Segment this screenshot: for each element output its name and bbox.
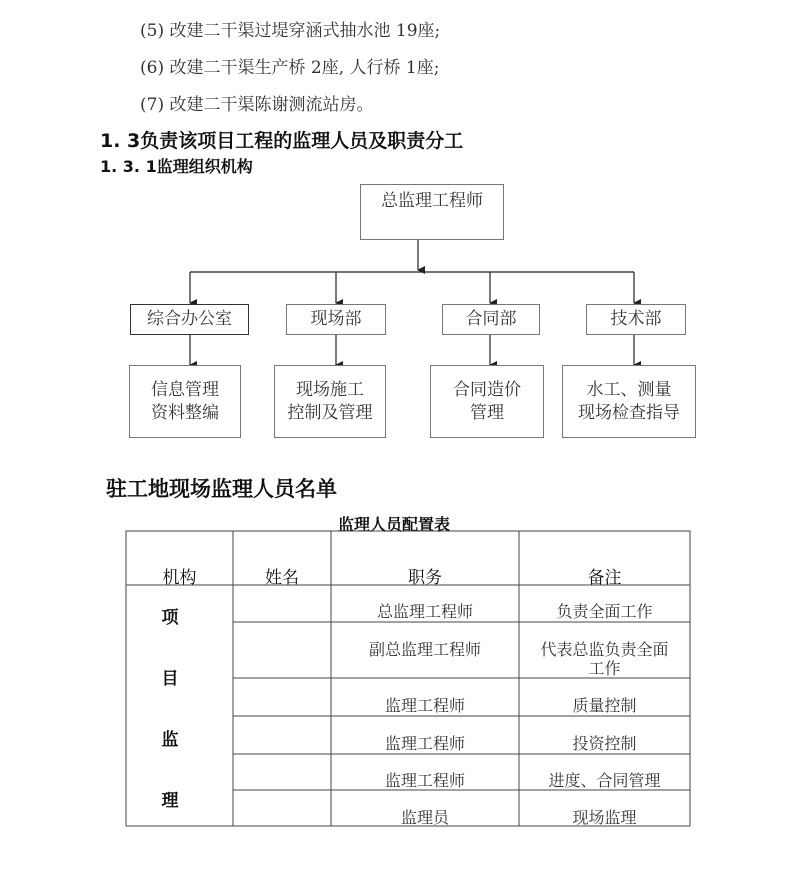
- table-cell-remarks: 代表总监负责全面: [540, 640, 669, 659]
- table-org-char: 目: [161, 669, 179, 689]
- table-title: 监理人员配置表: [338, 515, 451, 534]
- org-root-label: 总监理工程师: [381, 191, 483, 211]
- table-cell-position: 监理工程师: [384, 696, 465, 715]
- list-item-7: (7) 改建二干渠陈谢测流站房。: [140, 95, 374, 115]
- table-cell-remarks: 负责全面工作: [556, 602, 653, 621]
- table-cell-remarks: 质量控制: [572, 696, 637, 715]
- org-duty-line: 合同造价: [453, 379, 521, 400]
- org-dept-label: 现场部: [310, 309, 362, 329]
- table-org-char: 监: [161, 730, 179, 750]
- org-duty-line: 现场施工: [296, 379, 364, 400]
- table-header-name: 姓名: [265, 568, 299, 588]
- table-header-org: 机构: [162, 568, 197, 588]
- org-duty-line: 资料整编: [151, 402, 219, 423]
- table-org-char: 项: [161, 608, 179, 628]
- org-duty-line: 信息管理: [151, 379, 219, 400]
- section-1-3-1-title: 1. 3. 1监理组织机构: [100, 157, 253, 176]
- list-item-6: (6) 改建二干渠生产桥 2座, 人行桥 1座;: [140, 58, 440, 78]
- org-duty-line: 管理: [470, 402, 504, 423]
- table-cell-position: 副总监理工程师: [368, 640, 481, 659]
- table-cell-remarks: 现场监理: [572, 808, 637, 827]
- table-org-char: 理: [161, 791, 179, 811]
- table-cell-position: 监理员: [400, 808, 449, 827]
- org-duty-line: 控制及管理: [287, 402, 373, 423]
- org-dept-label: 合同部: [465, 309, 517, 329]
- table-cell-position: 总监理工程师: [376, 602, 473, 621]
- org-dept-label: 综合办公室: [147, 309, 232, 329]
- table-cell-remarks: 进度、合同管理: [548, 771, 661, 790]
- table-cell-remarks-line2: 工作: [588, 659, 621, 678]
- list-item-5: (5) 改建二干渠过堤穿涵式抽水池 19座;: [140, 21, 441, 41]
- table-cell-position: 监理工程师: [384, 771, 465, 790]
- org-dept-label: 技术部: [610, 309, 662, 329]
- table-header-position: 职务: [408, 568, 442, 588]
- org-duty-line: 水工、测量: [586, 379, 672, 400]
- table-cell-position: 监理工程师: [384, 734, 465, 753]
- staff-list-title: 驻工地现场监理人员名单: [106, 477, 337, 501]
- table-cell-remarks: 投资控制: [572, 734, 637, 753]
- org-duty-line: 现场检查指导: [578, 402, 680, 423]
- section-1-3-title: 1. 3负责该项目工程的监理人员及职责分工: [100, 130, 464, 152]
- table-header-remarks: 备注: [587, 568, 622, 588]
